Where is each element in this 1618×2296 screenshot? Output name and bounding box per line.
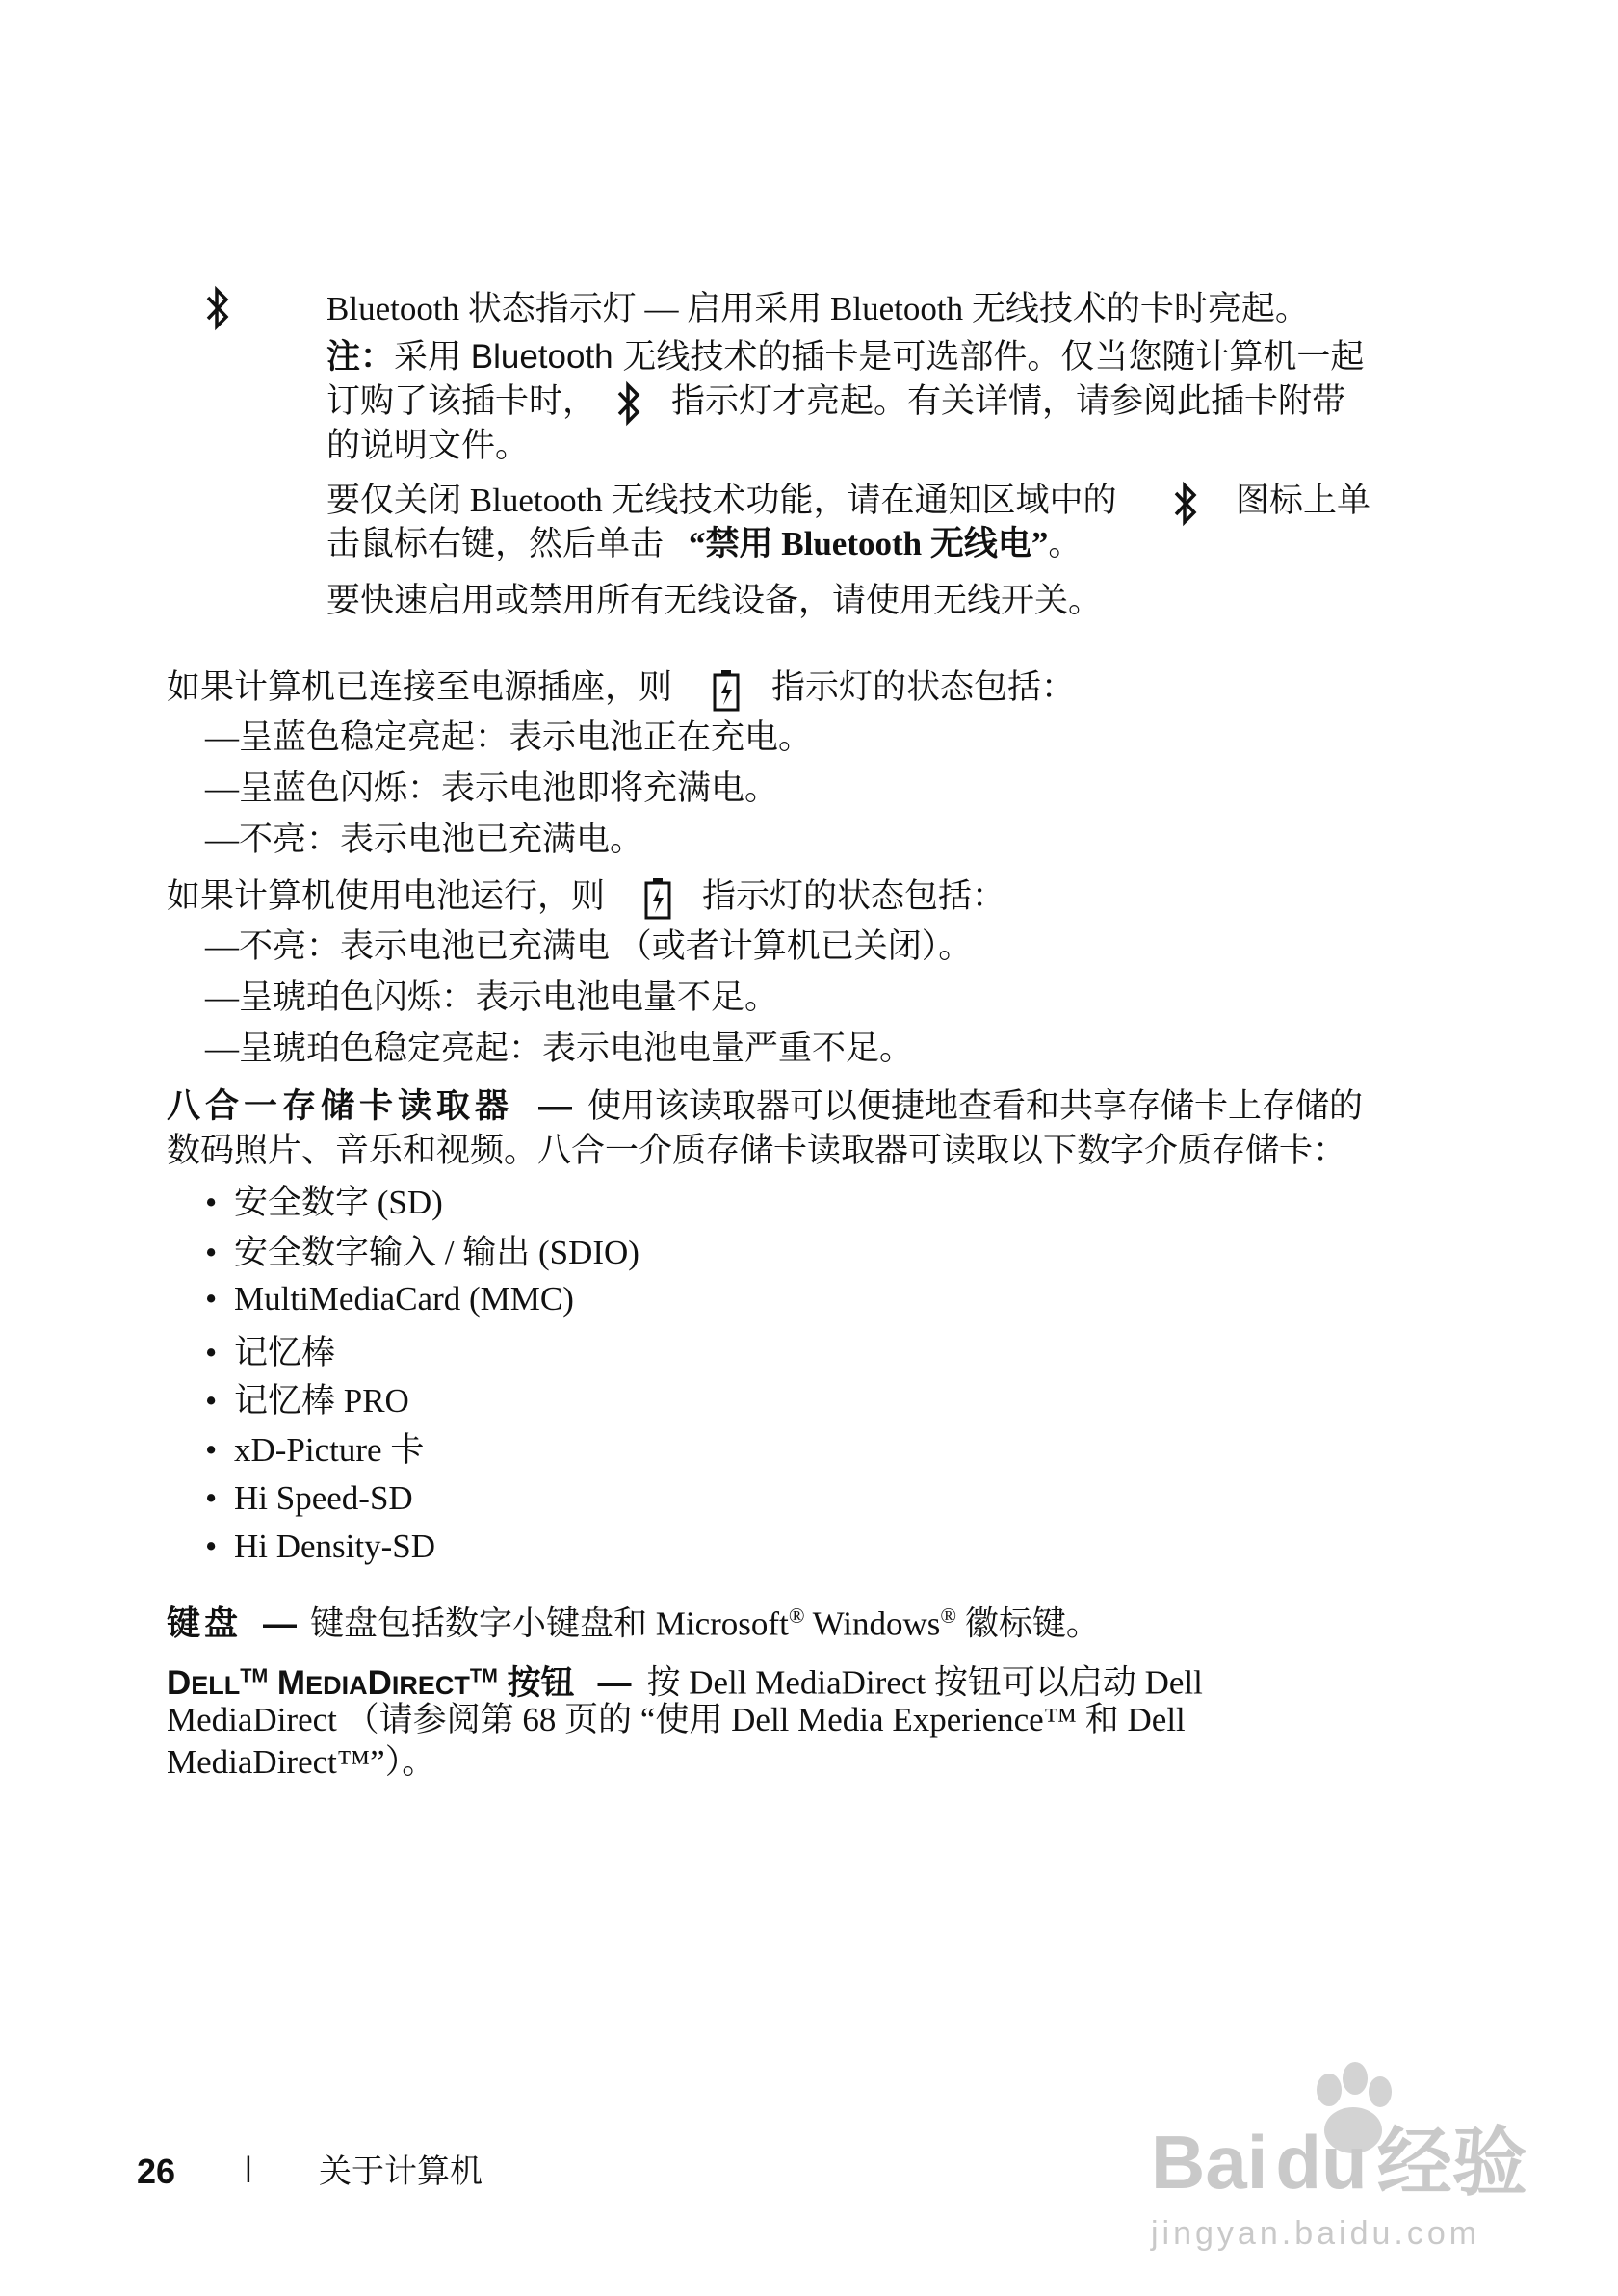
watermark-url: jingyan.baidu.com [1151,2215,1481,2252]
card-reader-line-1 [167,1084,1363,1129]
disable-line-1a: 要仅关闭 Bluetooth 无线技术功能，请在通知区域中的 [326,482,1117,519]
list-item: • Hi Density-SD [205,1527,436,1565]
keyboard-heading: 键盘 [167,1605,243,1643]
keyboard-text-b: Windows [804,1605,941,1643]
list-item: • 安全数字输入 / 输出 (SDIO) [205,1234,639,1271]
note-line-2b: 指示灯才亮起。有关详情，请参阅此插卡附带 [671,382,1346,420]
list-item: • MultiMediaCard (MMC) [205,1280,574,1318]
bluetooth-icon [616,380,641,427]
battery-dc-state: —不亮：表示电池已充满电 （或者计算机已关闭）。 [205,927,973,965]
battery-dc-intro-a: 如果计算机使用电池运行，则 [167,877,606,915]
card-reader-line-2: 数码照片、音乐和视频。八合一介质存储卡读取器可读取以下数字介质存储卡： [167,1132,1347,1169]
battery-ac-intro-a: 如果计算机已连接至电源插座，则 [167,668,673,706]
list-item: • 安全数字 (SD) [205,1184,443,1221]
disable-line-2 [326,522,1082,566]
page-number: 26 [137,2152,176,2191]
disable-line-1b: 图标上单 [1236,482,1371,519]
wireless-switch-line: 要快速启用或禁用所有无线设备，请使用无线开关。 [326,582,1103,619]
battery-ac-state: —不亮：表示电池已充满电。 [205,821,644,858]
bluetooth-icon [1173,481,1198,527]
watermark-brand: Bai du 经验 [1151,2120,1527,2205]
mediadirect-text-1: 按 Dell MediaDirect 按钮可以启动 Dell [646,1663,1203,1702]
note-text-1: 采用 Bluetooth 无线技术的插卡是可选部件。仅当您随计算机一起 [394,338,1365,376]
note-label: 注： [326,338,395,376]
heading-dash: — [263,1605,298,1643]
keyboard-line [167,1594,1100,1647]
heading-dash: — [538,1087,573,1125]
disable-text: 击鼠标右键，然后单击 [326,525,665,562]
bluetooth-icon [205,285,230,331]
heading-dash: — [597,1663,632,1702]
battery-dc-state: —呈琥珀色稳定亮起：表示电池电量严重不足。 [205,1030,914,1067]
list-item: • 记忆棒 [205,1334,336,1371]
mediadirect-line-2: MediaDirect （请参阅第 68 页的 “使用 Dell Media Experience™ 和 Dell [167,1701,1186,1738]
bluetooth-status-line: Bluetooth 状态指示灯 — 启用采用 Bluetooth 无线技术的卡时亮起。 [326,290,1309,327]
card-reader-heading: 八合一存储卡读取器 [167,1087,514,1125]
chapter-title: 关于计算机 [319,2153,483,2190]
battery-dc-state: —呈琥珀色闪烁：表示电池电量不足。 [205,978,779,1016]
list-item: • xD-Picture 卡 [205,1431,425,1469]
card-reader-text-1: 使用该读取器可以便捷地查看和共享存储卡上存储的 [587,1087,1364,1125]
mediadirect-heading: DELL™ MEDIADIRECT™ 按钮 [167,1663,575,1702]
mediadirect-line-3: MediaDirect™”）。 [167,1743,436,1781]
list-item: • Hi Speed-SD [205,1479,413,1517]
registered-mark: ® [940,1604,957,1628]
note-line-3: 的说明文件。 [326,427,530,464]
list-item: • 记忆棒 PRO [205,1382,409,1420]
note-line-1 [326,335,1364,379]
battery-ac-intro-b: 指示灯的状态包括： [771,668,1076,706]
battery-ac-state: —呈蓝色稳定亮起：表示电池正在充电。 [205,718,813,756]
battery-dc-intro-b: 指示灯的状态包括： [702,877,1006,915]
note-line-2a: 订购了该插卡时， [326,382,597,420]
footer-separator: | [245,2152,252,2183]
disable-end: 。 [1048,525,1083,562]
disable-bluetooth-command: “禁用 Bluetooth 无线电” [689,525,1049,562]
registered-mark: ® [788,1604,805,1628]
battery-ac-state: —呈蓝色闪烁：表示电池即将充满电。 [205,770,779,807]
baidu-watermark [1151,2061,1604,2273]
keyboard-text-c: 徽标键。 [956,1605,1100,1643]
battery-icon [712,669,741,712]
battery-icon [643,877,672,920]
keyboard-text-a: 键盘包括数字小键盘和 Microsoft [310,1605,789,1643]
